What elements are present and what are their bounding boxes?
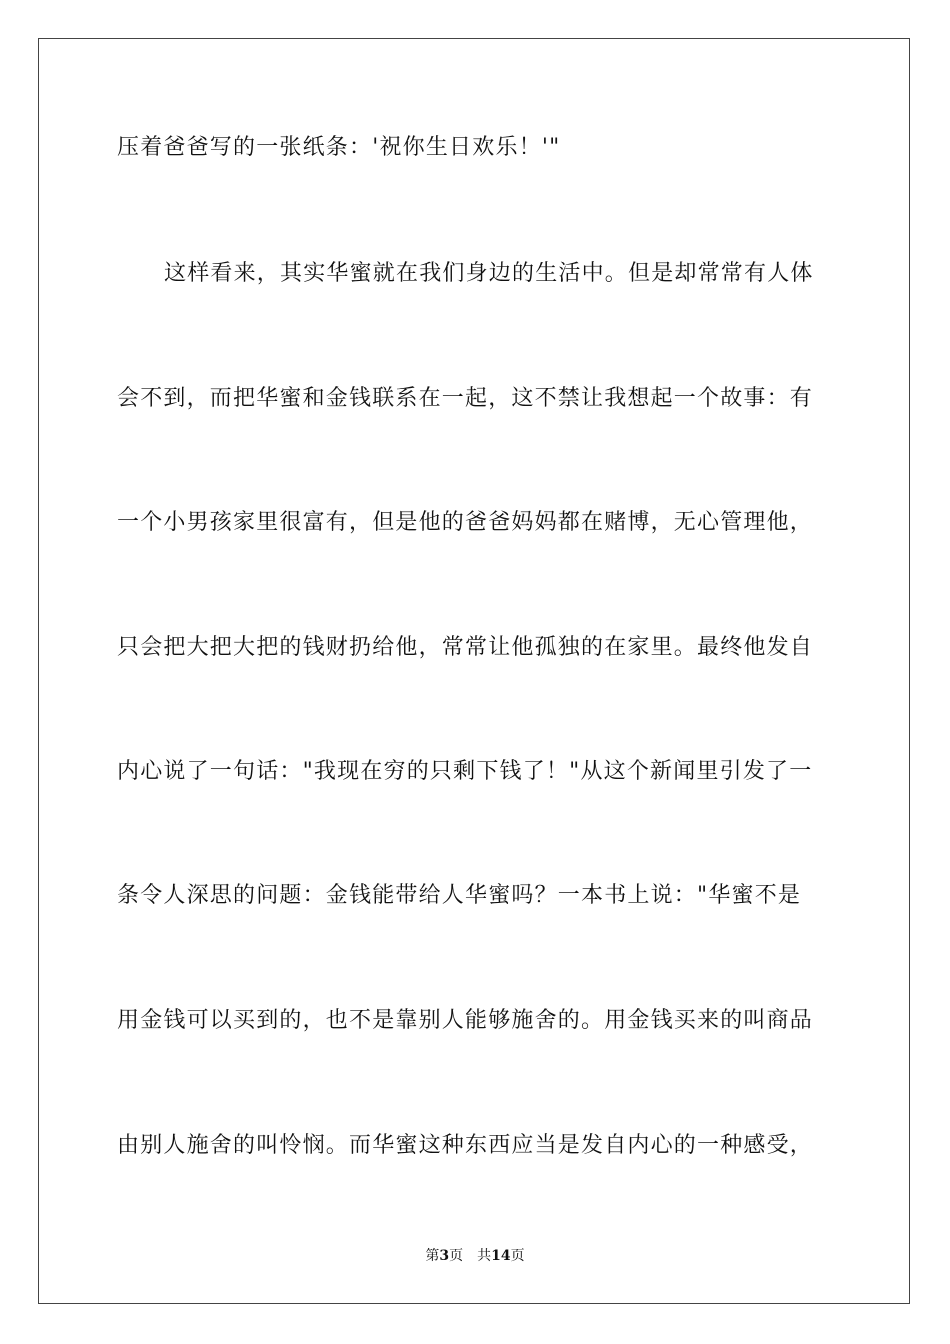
page-label-suffix: 页 — [449, 1248, 464, 1264]
total-label-suffix: 页 — [510, 1248, 525, 1264]
page-label-prefix: 第 — [425, 1248, 440, 1264]
total-label-prefix: 共 — [477, 1248, 492, 1264]
page-border — [38, 38, 910, 1304]
paragraph-line-4: 一个小男孩家里很富有，但是他的爸爸妈妈都在赌博，无心管理他， — [117, 510, 814, 535]
paragraph-line-6: 内心说了一句话："我现在穷的只剩下钱了！"从这个新闻里引发了一 — [117, 759, 813, 784]
paragraph-line-7: 条令人深思的问题：金钱能带给人华蜜吗？一本书上说："华蜜不是 — [117, 883, 802, 908]
paragraph-line-9: 由别人施舍的叫怜悯。而华蜜这种东西应当是发自内心的一种感受， — [117, 1133, 814, 1158]
page-number: 3 — [439, 1248, 450, 1264]
paragraph-line-8: 用金钱可以买到的，也不是靠别人能够施舍的。用金钱买来的叫商品 — [117, 1008, 814, 1033]
page-footer — [0, 1247, 950, 1265]
paragraph-line-3: 会不到，而把华蜜和金钱联系在一起，这不禁让我想起一个故事：有 — [117, 386, 814, 411]
paragraph-line-2: 这样看来，其实华蜜就在我们身边的生活中。但是却常常有人体 — [164, 261, 814, 286]
total-pages: 14 — [491, 1248, 511, 1264]
paragraph-line-1: 压着爸爸写的一张纸条：'祝你生日欢乐！'" — [117, 135, 561, 160]
paragraph-line-5: 只会把大把大把的钱财扔给他，常常让他孤独的在家里。最终他发自 — [117, 635, 814, 660]
